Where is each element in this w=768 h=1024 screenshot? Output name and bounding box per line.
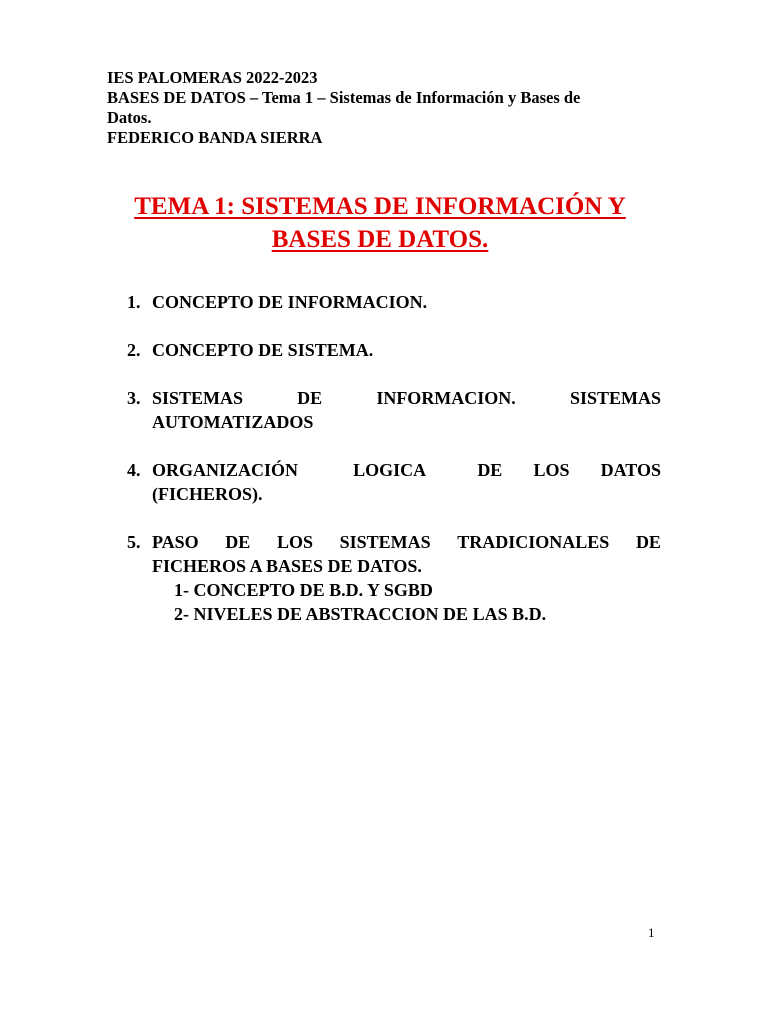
list-item-word: LOS [533,460,570,480]
list-item-number: 3. [127,388,141,408]
page-number: 1 [648,925,655,940]
list-item-word: SISTEMAS [152,388,244,408]
list-item-word: ORGANIZACIÓN [152,460,299,480]
list-item [127,386,661,434]
header-course-cont: Datos. [107,108,152,127]
title-line-2: BASES DE DATOS. [271,226,489,253]
page-title [80,190,680,256]
list-item-word: DE [297,388,323,408]
list-item [127,290,661,314]
list-item-word: LOGICA [353,460,427,480]
header-author: FEDERICO BANDA SIERRA [107,128,323,147]
list-item [127,458,661,506]
list-item-word: DATOS [600,460,661,480]
list-item-text: CONCEPTO DE SISTEMA. [152,340,374,360]
list-item-number: 4. [127,460,141,480]
list-item-number: 2. [127,340,141,360]
sub-item: 2- NIVELES DE ABSTRACCION DE LAS B.D. [174,604,547,624]
list-item-word: PASO [152,532,199,552]
list-item-word: INFORMACION. [376,388,516,408]
list-item-line [152,530,661,554]
list-item [127,530,661,626]
header-school: IES PALOMERAS 2022-2023 [107,68,318,87]
title-line-1: TEMA 1: SISTEMAS DE INFORMACIÓN Y [134,193,626,220]
list-item-word: SISTEMAS [569,388,661,408]
list-item-number: 1. [127,292,141,312]
list-item-line [152,386,661,410]
list-item-number: 5. [127,532,141,552]
topic-list [127,290,661,626]
list-item-line [152,458,661,482]
list-item [127,338,661,362]
sub-item: 1- CONCEPTO DE B.D. Y SGBD [174,580,433,600]
list-item-word: DE [635,532,661,552]
list-item-text-cont: FICHEROS A BASES DE DATOS. [152,556,422,576]
list-item-word: DE [225,532,251,552]
document-header [107,68,667,148]
list-item-word: SISTEMAS [339,532,431,552]
list-item-text-cont: (FICHEROS). [152,484,263,504]
list-item-text-cont: AUTOMATIZADOS [152,412,314,432]
header-course: BASES DE DATOS – Tema 1 – Sistemas de Información y Bases de [107,88,581,107]
list-item-text: CONCEPTO DE INFORMACION. [152,292,428,312]
list-item-word: TRADICIONALES [457,532,610,552]
list-item-word: DE [477,460,503,480]
list-item-word: LOS [276,532,313,552]
